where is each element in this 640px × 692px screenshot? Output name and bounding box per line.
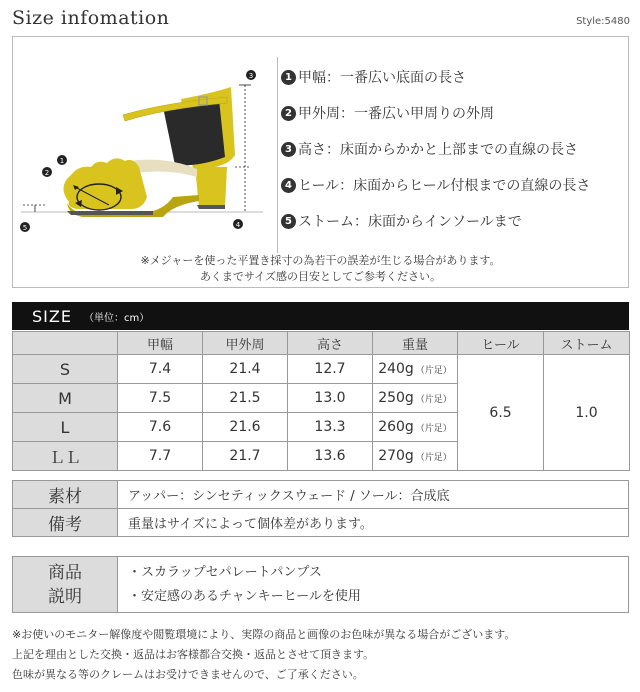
weight-note: （片足）	[415, 453, 452, 463]
header-cell: 甲幅	[118, 332, 203, 355]
width-cell: 7.6	[118, 413, 203, 442]
weight-note: （片足）	[415, 366, 452, 376]
size-unit: （単位：cm）	[83, 312, 150, 324]
header-cell: 甲外周	[203, 332, 288, 355]
size-diagram	[12, 36, 629, 288]
measurement-note	[13, 253, 628, 285]
header-cell: ストーム	[544, 332, 630, 355]
weight-note: （片足）	[415, 424, 452, 434]
marker-1: 1	[59, 157, 65, 165]
remarks-value: 重量はサイズによって個体差があります。	[118, 509, 629, 537]
table-row	[13, 355, 630, 384]
heel-cell: 6.5	[458, 355, 544, 471]
legend-item	[281, 59, 621, 95]
height-cell: 13.0	[288, 384, 373, 413]
number-badge: 3	[281, 142, 296, 157]
table-header-row	[13, 332, 630, 355]
legend-text: 甲外周：一番広い甲周りの外周	[298, 106, 494, 122]
weight-value: 250g	[378, 390, 414, 406]
material-value: アッパー：シンセティックスウェード / ソール：合成底	[118, 481, 629, 509]
weight-cell	[373, 442, 458, 471]
girth-cell: 21.5	[203, 384, 288, 413]
material-row	[13, 481, 629, 509]
storm-cell: 1.0	[544, 355, 630, 471]
number-badge: 1	[281, 70, 296, 85]
note-line: あくまでサイズ感の目安としてご参考ください。	[199, 270, 442, 283]
header-cell	[13, 332, 118, 355]
material-label: 素材	[13, 481, 118, 509]
description-item: ・スカラップセパレートパンプス	[128, 564, 322, 580]
marker-4: 4	[235, 221, 241, 229]
description-label	[13, 557, 118, 613]
girth-cell: 21.7	[203, 442, 288, 471]
remarks-label: 備考	[13, 509, 118, 537]
description-label-bottom: 説明	[48, 586, 82, 607]
girth-cell: 21.6	[203, 413, 288, 442]
header-cell: 高さ	[288, 332, 373, 355]
size-table	[12, 331, 630, 471]
weight-value: 260g	[378, 419, 414, 435]
measurement-legend	[281, 59, 621, 239]
size-label: L	[13, 413, 118, 442]
diagram-divider	[277, 57, 278, 253]
number-badge: 4	[281, 178, 296, 193]
legend-item	[281, 131, 621, 167]
width-cell: 7.5	[118, 384, 203, 413]
legend-item	[281, 167, 621, 203]
weight-value: 240g	[378, 361, 414, 377]
material-table	[12, 480, 629, 537]
legend-item	[281, 95, 621, 131]
description-item: ・安定感のあるチャンキーヒールを使用	[128, 588, 361, 604]
header-cell: 重量	[373, 332, 458, 355]
legend-text: 甲幅：一番広い底面の長さ	[298, 70, 466, 86]
style-number: Style:5480	[576, 16, 630, 27]
number-badge: 2	[281, 106, 296, 121]
size-title: SIZE	[32, 306, 72, 326]
height-cell: 13.6	[288, 442, 373, 471]
header-cell: ヒール	[458, 332, 544, 355]
description-table	[12, 556, 629, 613]
weight-cell	[373, 413, 458, 442]
height-cell: 13.3	[288, 413, 373, 442]
marker-2: 2	[44, 169, 50, 177]
footer-line: 上記を理由とした交換・返品はお客様都合交換・返品とさせて頂きます。	[12, 648, 375, 661]
weight-cell	[373, 355, 458, 384]
marker-3: 3	[248, 72, 254, 80]
legend-item	[281, 203, 621, 239]
footer-line: ※お使いのモニター解像度や閲覧環境により、実際の商品と画像のお色味が異なる場合がございます。	[12, 628, 516, 641]
description-row	[13, 557, 629, 613]
size-label: M	[13, 384, 118, 413]
weight-cell	[373, 384, 458, 413]
page-title: Size infomation	[12, 7, 170, 29]
size-label: ＬＬ	[13, 442, 118, 471]
footer-line: 色味が異なる等のクレームはお受けできませんので、ご了承ください。	[12, 668, 364, 681]
remarks-row	[13, 509, 629, 537]
girth-cell: 21.4	[203, 355, 288, 384]
shoe-illustration	[13, 37, 277, 253]
legend-text: ヒール：床面からヒール付根までの直線の長さ	[298, 178, 591, 194]
marker-5: 5	[22, 224, 28, 232]
number-badge: 5	[281, 214, 296, 229]
note-line: ※メジャーを使った平置き採寸の為若干の誤差が生じる場合があります。	[140, 254, 501, 267]
weight-value: 270g	[378, 448, 414, 464]
legend-text: 高さ：床面からかかと上部までの直線の長さ	[298, 142, 578, 158]
size-label: S	[13, 355, 118, 384]
description-value	[118, 557, 629, 613]
legend-text: ストーム：床面からインソールまで	[298, 214, 522, 230]
width-cell: 7.4	[118, 355, 203, 384]
description-label-top: 商品	[48, 562, 82, 583]
size-section-header	[12, 302, 629, 330]
footer-notes	[12, 625, 632, 685]
width-cell: 7.7	[118, 442, 203, 471]
weight-note: （片足）	[415, 395, 452, 405]
height-cell: 12.7	[288, 355, 373, 384]
